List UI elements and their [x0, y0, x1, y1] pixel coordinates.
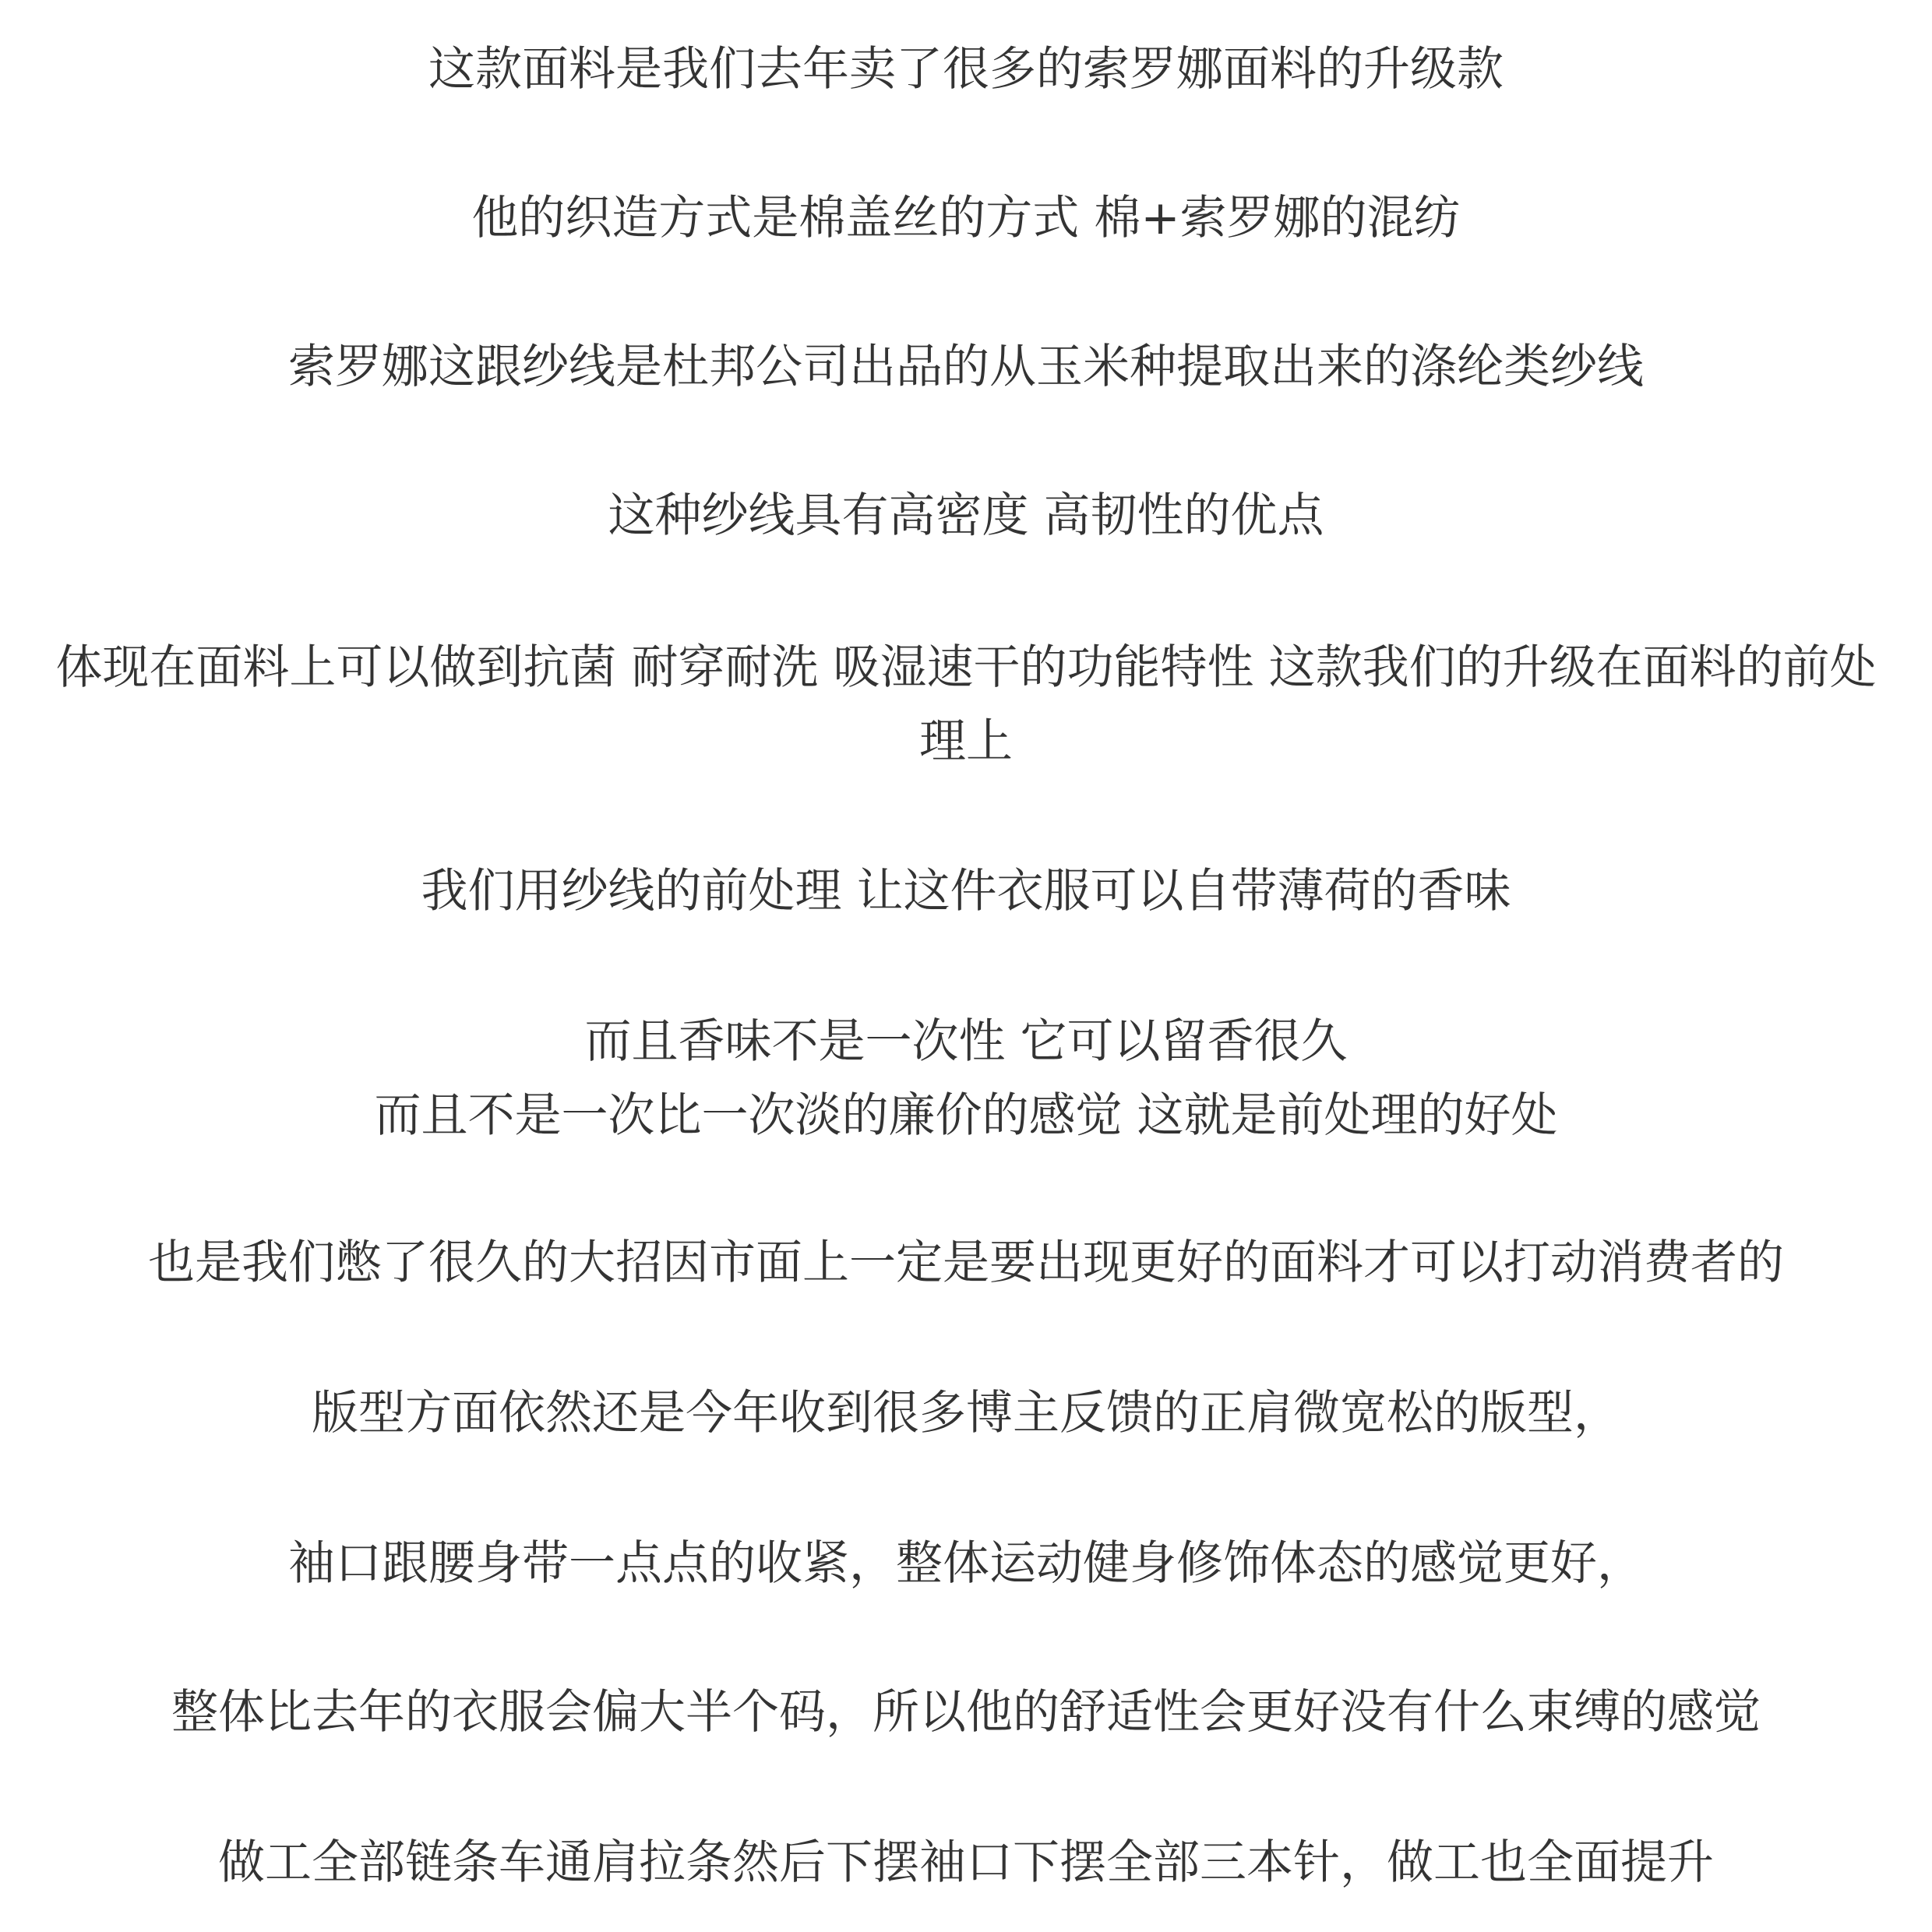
text-line: 袖口跟腰身带一点点的收紧，整体运动健身修饰体态的感觉更好，: [288, 1536, 1644, 1591]
paragraph-weave-method: [0, 182, 1932, 256]
text-line: 这款面料是我们去年卖了很多的索罗娜面料的升级款: [428, 42, 1504, 97]
text-line: 我们用纱线的前处理 让这件衣服可以自带薄荷的香味: [421, 864, 1511, 918]
text-line: 而且香味不是一次性 它可以留香很久: [584, 1014, 1348, 1069]
paragraph-fabric-upgrade: [0, 33, 1932, 107]
paragraph-big-move: [0, 1226, 1932, 1300]
text-line: 理上: [919, 714, 1013, 769]
paragraph-workmanship: [0, 1826, 1932, 1900]
text-line: 这种纱线具有高密度 高韧性的优点: [608, 488, 1324, 543]
paragraph-yarn-advantages: [0, 479, 1932, 553]
text-line: 而且不是一次比一次淡的廉价的感觉 这就是前处理的好处: [374, 1088, 1558, 1143]
text-line: 做工全部链条车通肩拉条然后下摆袖口下摆全部三本针，做工也全面提升: [218, 1835, 1714, 1890]
text-line: 整体比去年的衣服会偏大半个码，所以他的舒适性会更好没有什么束缚的感觉: [171, 1685, 1761, 1740]
text-line: 版型方面依然还是今年收到很多博主反馈的正肩微宽松的版型，: [312, 1386, 1620, 1440]
paragraph-mint-scent: [0, 855, 1932, 929]
text-line: 也是我们憋了很久的大招因市面上一定是要出现更好的面料才可以打动消费者的: [148, 1236, 1784, 1290]
paragraph-fit: [0, 1377, 1932, 1451]
text-line: 体现在面料上可以做到抗菌 耐穿耐洗 吸湿速干的功能特性 这款我们的升级在面料的前处: [55, 640, 1877, 695]
paragraph-lasting-scent: [0, 1005, 1932, 1153]
text-line: 索罗娜这跟纱线是杜邦公司出品的从玉米种提取出来的涤纶类纱线: [288, 340, 1644, 394]
text-line: 他的织造方式是棉盖丝的方式 棉+索罗娜的混纺: [471, 191, 1461, 245]
paragraph-cuff-waist: [0, 1527, 1932, 1601]
paragraph-functional-features: [0, 631, 1932, 779]
paragraph-sizing: [0, 1676, 1932, 1750]
paragraph-sorona-yarn: [0, 330, 1932, 404]
